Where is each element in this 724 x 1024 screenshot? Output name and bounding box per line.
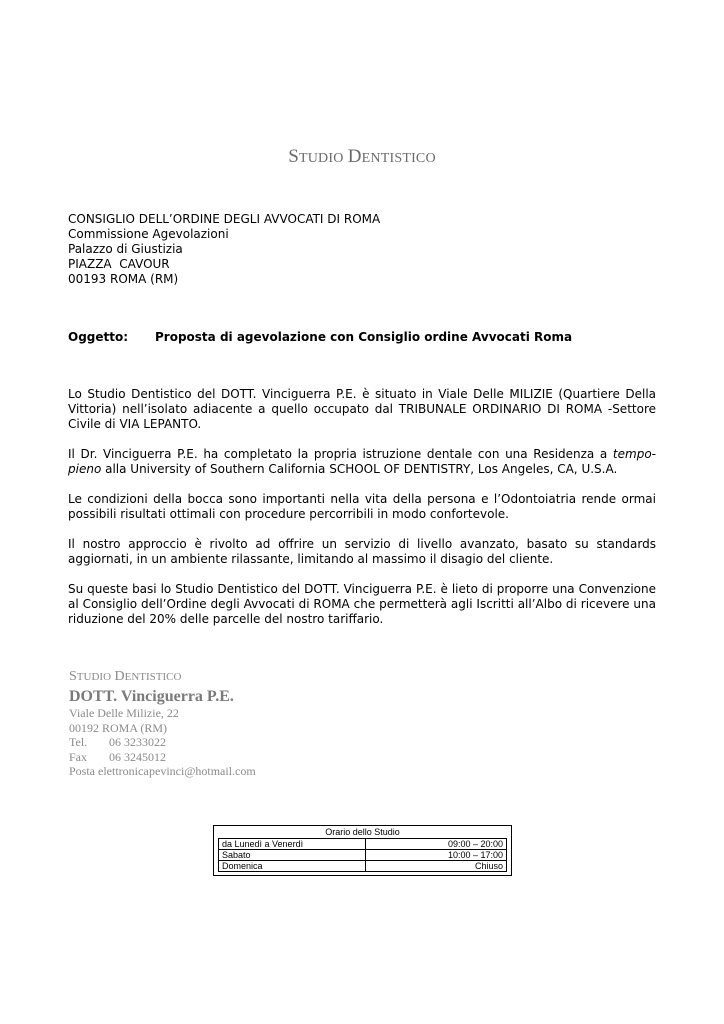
recipient-line: Palazzo di Giustizia	[68, 242, 183, 256]
letterhead-title: STUDIO DENTISTICO	[288, 146, 436, 167]
office-hours-table	[218, 838, 507, 872]
hours-time: 10:00 – 17:00	[366, 850, 507, 861]
body-text: Il Dr. Vinciguerra P.E. ha completato la propria istruzione dentale con una Residenza a	[68, 447, 613, 461]
signature-email: Posta elettronicapevinci@hotmail.com	[69, 764, 256, 778]
body-paragraph	[68, 447, 656, 477]
signature-block	[69, 668, 256, 779]
letter-body	[68, 387, 656, 642]
subject-label: Oggetto:	[68, 330, 129, 344]
signature-city: 00192 ROMA (RM)	[69, 720, 168, 735]
body-paragraph: Il nostro approccio è rivolto ad offrire un servizio di livello avanzato, basato su standards aggiornati, in un ambiente rilassante, limitando al massimo il disagio del cliente.	[68, 537, 656, 566]
office-hours-box	[213, 825, 512, 876]
body-paragraph: Lo Studio Dentistico del DOTT. Vinciguerra P.E. è situato in Viale Delle MILIZIE (Quartiere Della Vittoria) nell’isolato adiacente a quello occupato dal TRIBUNALE ORDINARIO DI ROMA -Settore Civile di VIA LEPANTO.	[68, 387, 656, 431]
body-paragraph: Su queste basi lo Studio Dentistico del DOTT. Vinciguerra P.E. è lieto di proporre una Convenzione al Consiglio dell’Ordine degli Avvocati di ROMA che permetterà agli Iscritti all’Albo di ricevere una riduzione del 20% delle parcelle del nostro tariffario.	[68, 582, 656, 626]
signature-street: Viale Delle Milizie, 22	[69, 706, 179, 720]
subject-text: Proposta di agevolazione con Consiglio ordine Avvocati Roma	[155, 330, 573, 344]
table-row	[219, 861, 507, 872]
table-row	[219, 850, 507, 861]
body-emphasis: tempo-pieno	[68, 447, 656, 476]
recipient-line: 00193 ROMA (RM)	[68, 272, 179, 286]
recipient-line: Commissione Agevolazioni	[68, 227, 229, 241]
table-row	[219, 839, 507, 850]
signature-doctor: DOTT. Vinciguerra P.E.	[69, 688, 234, 705]
recipient-line: PIAZZA CAVOUR	[68, 257, 170, 271]
hours-day: Domenica	[219, 861, 366, 872]
recipient-address	[68, 212, 380, 287]
hours-time: Chiuso	[366, 861, 507, 872]
body-paragraph: Le condizioni della bocca sono importanti nella vita della persona e l’Odontoiatria rende ormai possibili risultati ottimali con procedure percorribili in modo confortevole.	[68, 492, 656, 521]
hours-day: da Lunedì a Venerdì	[219, 839, 366, 850]
body-text: alla University of Southern California SCHOOL OF DENTISTRY, Los Angeles, CA, U.S.A.	[101, 462, 618, 476]
signature-fax: Fax 06 3245012	[69, 749, 166, 764]
signature-tel: Tel. 06 3233022	[69, 735, 166, 749]
office-hours-title: Orario dello Studio	[325, 827, 400, 837]
recipient-line: CONSIGLIO DELL’ORDINE DEGLI AVVOCATI DI ROMA	[68, 212, 381, 226]
signature-studio: STUDIO DENTISTICO	[69, 669, 182, 684]
hours-day: Sabato	[219, 850, 366, 861]
hours-time: 09:00 – 20:00	[366, 839, 507, 850]
